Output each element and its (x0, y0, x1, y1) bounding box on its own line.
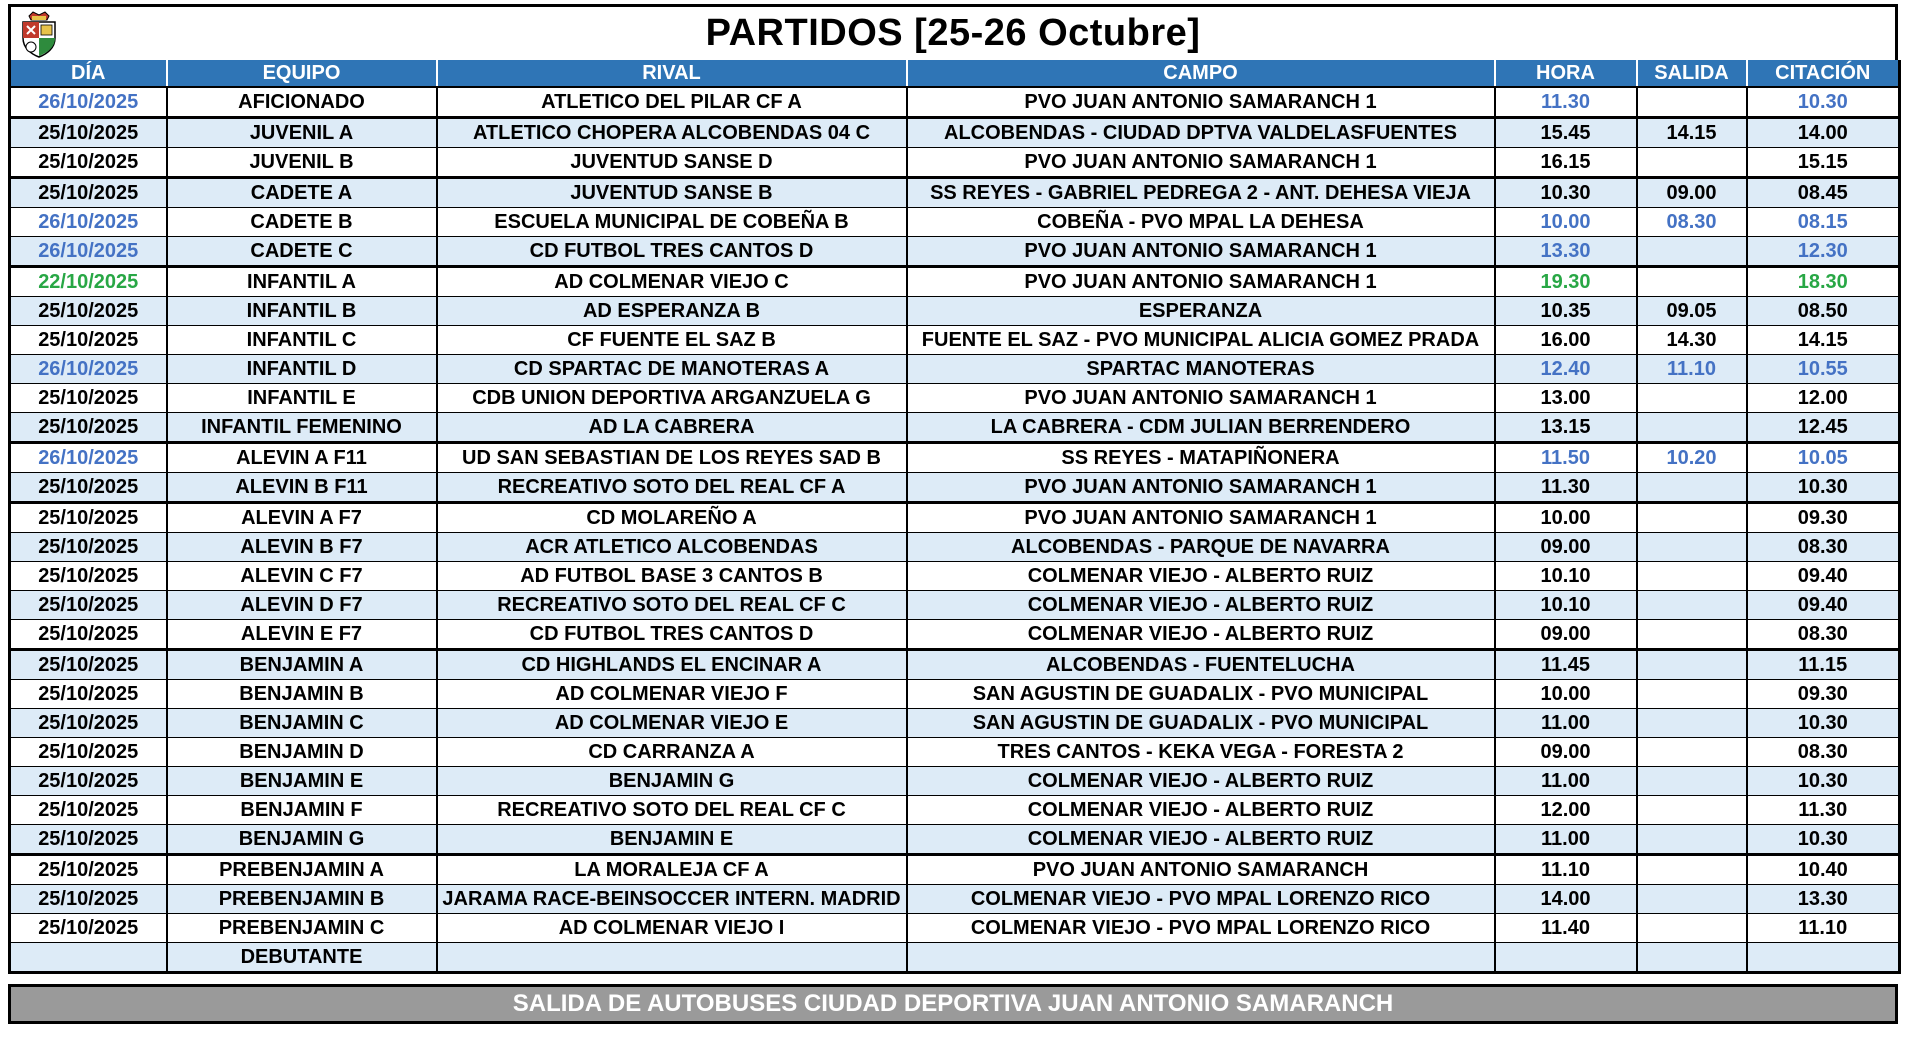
header-citacion: CITACIÓN (1747, 60, 1900, 87)
table-row (10, 709, 1900, 738)
cell-salida (1637, 855, 1747, 885)
cell-rival: AD ESPERANZA B (437, 297, 907, 326)
table-row (10, 767, 1900, 796)
cell-salida (1637, 943, 1747, 973)
cell-salida (1637, 796, 1747, 825)
cell-dia: 25/10/2025 (10, 650, 167, 680)
table-row (10, 680, 1900, 709)
cell-equipo: ALEVIN B F11 (167, 473, 437, 503)
cell-dia: 25/10/2025 (10, 796, 167, 825)
cell-equipo: ALEVIN B F7 (167, 533, 437, 562)
cell-salida: 09.00 (1637, 178, 1747, 208)
cell-dia: 25/10/2025 (10, 533, 167, 562)
cell-hora: 09.00 (1495, 533, 1637, 562)
cell-campo: PVO JUAN ANTONIO SAMARANCH 1 (907, 473, 1495, 503)
cell-salida (1637, 738, 1747, 767)
cell-citacion (1747, 943, 1900, 973)
cell-citacion: 09.30 (1747, 503, 1900, 533)
cell-equipo: BENJAMIN G (167, 825, 437, 855)
cell-rival: JUVENTUD SANSE D (437, 148, 907, 178)
cell-equipo: BENJAMIN E (167, 767, 437, 796)
cell-hora: 11.10 (1495, 855, 1637, 885)
table-row (10, 650, 1900, 680)
table-row (10, 326, 1900, 355)
cell-salida: 08.30 (1637, 208, 1747, 237)
cell-campo: TRES CANTOS - KEKA VEGA - FORESTA 2 (907, 738, 1495, 767)
cell-dia: 26/10/2025 (10, 443, 167, 473)
cell-salida (1637, 591, 1747, 620)
cell-campo: PVO JUAN ANTONIO SAMARANCH 1 (907, 87, 1495, 118)
schedule-sheet (8, 4, 1898, 1024)
cell-citacion: 12.30 (1747, 237, 1900, 267)
table-row (10, 885, 1900, 914)
cell-salida (1637, 767, 1747, 796)
page-title: PARTIDOS [25-26 Octubre] (705, 12, 1201, 54)
cell-campo (907, 943, 1495, 973)
cell-citacion: 12.45 (1747, 413, 1900, 443)
cell-campo: ALCOBENDAS - CIUDAD DPTVA VALDELASFUENTES (907, 118, 1495, 148)
cell-salida (1637, 413, 1747, 443)
cell-hora: 11.40 (1495, 914, 1637, 943)
cell-rival: RECREATIVO SOTO DEL REAL CF A (437, 473, 907, 503)
cell-rival: CD CARRANZA A (437, 738, 907, 767)
cell-hora: 16.00 (1495, 326, 1637, 355)
cell-equipo: JUVENIL A (167, 118, 437, 148)
cell-salida (1637, 709, 1747, 738)
cell-campo: COLMENAR VIEJO - ALBERTO RUIZ (907, 591, 1495, 620)
cell-hora: 10.10 (1495, 562, 1637, 591)
cell-rival: BENJAMIN G (437, 767, 907, 796)
cell-equipo: INFANTIL C (167, 326, 437, 355)
cell-campo: COLMENAR VIEJO - ALBERTO RUIZ (907, 796, 1495, 825)
cell-dia: 25/10/2025 (10, 709, 167, 738)
cell-hora: 13.15 (1495, 413, 1637, 443)
cell-rival: RECREATIVO SOTO DEL REAL CF C (437, 796, 907, 825)
cell-salida (1637, 473, 1747, 503)
cell-equipo: INFANTIL D (167, 355, 437, 384)
cell-rival: CD FUTBOL TRES CANTOS D (437, 237, 907, 267)
cell-citacion: 09.30 (1747, 680, 1900, 709)
cell-dia: 25/10/2025 (10, 825, 167, 855)
cell-salida: 14.15 (1637, 118, 1747, 148)
cell-equipo: BENJAMIN A (167, 650, 437, 680)
cell-salida (1637, 237, 1747, 267)
cell-citacion: 10.30 (1747, 825, 1900, 855)
cell-salida (1637, 620, 1747, 650)
cell-dia: 26/10/2025 (10, 87, 167, 118)
table-row (10, 914, 1900, 943)
cell-campo: ALCOBENDAS - FUENTELUCHA (907, 650, 1495, 680)
cell-campo: SS REYES - MATAPIÑONERA (907, 443, 1495, 473)
cell-hora: 11.00 (1495, 709, 1637, 738)
cell-citacion: 08.15 (1747, 208, 1900, 237)
cell-campo: COLMENAR VIEJO - ALBERTO RUIZ (907, 825, 1495, 855)
cell-citacion: 09.40 (1747, 591, 1900, 620)
cell-equipo: CADETE B (167, 208, 437, 237)
cell-citacion: 10.05 (1747, 443, 1900, 473)
cell-citacion: 15.15 (1747, 148, 1900, 178)
cell-campo: FUENTE EL SAZ - PVO MUNICIPAL ALICIA GOMEZ PRADA (907, 326, 1495, 355)
cell-citacion: 09.40 (1747, 562, 1900, 591)
cell-hora: 14.00 (1495, 885, 1637, 914)
cell-campo: PVO JUAN ANTONIO SAMARANCH 1 (907, 237, 1495, 267)
cell-equipo: ALEVIN C F7 (167, 562, 437, 591)
cell-dia: 25/10/2025 (10, 297, 167, 326)
cell-equipo: AFICIONADO (167, 87, 437, 118)
header-equipo: EQUIPO (167, 60, 437, 87)
cell-salida (1637, 680, 1747, 709)
cell-hora: 10.00 (1495, 208, 1637, 237)
cell-citacion: 10.30 (1747, 709, 1900, 738)
cell-rival: ATLETICO CHOPERA ALCOBENDAS 04 C (437, 118, 907, 148)
table-row (10, 855, 1900, 885)
table-row (10, 443, 1900, 473)
cell-salida: 11.10 (1637, 355, 1747, 384)
table-row (10, 413, 1900, 443)
cell-equipo: INFANTIL E (167, 384, 437, 413)
table-row (10, 178, 1900, 208)
cell-dia: 26/10/2025 (10, 237, 167, 267)
cell-dia: 25/10/2025 (10, 562, 167, 591)
cell-citacion: 08.50 (1747, 297, 1900, 326)
cell-campo: COLMENAR VIEJO - PVO MPAL LORENZO RICO (907, 914, 1495, 943)
cell-hora: 10.00 (1495, 680, 1637, 709)
cell-campo: ALCOBENDAS - PARQUE DE NAVARRA (907, 533, 1495, 562)
cell-rival (437, 943, 907, 973)
cell-citacion: 11.30 (1747, 796, 1900, 825)
cell-campo: SAN AGUSTIN DE GUADALIX - PVO MUNICIPAL (907, 680, 1495, 709)
cell-salida: 14.30 (1637, 326, 1747, 355)
cell-salida (1637, 914, 1747, 943)
cell-salida: 10.20 (1637, 443, 1747, 473)
cell-rival: UD SAN SEBASTIAN DE LOS REYES SAD B (437, 443, 907, 473)
cell-salida (1637, 503, 1747, 533)
cell-campo: COLMENAR VIEJO - ALBERTO RUIZ (907, 562, 1495, 591)
cell-rival: AD LA CABRERA (437, 413, 907, 443)
cell-equipo: ALEVIN A F7 (167, 503, 437, 533)
table-header-row (10, 60, 1900, 87)
cell-hora: 11.45 (1495, 650, 1637, 680)
cell-dia: 25/10/2025 (10, 914, 167, 943)
table-row (10, 943, 1900, 973)
bus-departure-banner: SALIDA DE AUTOBUSES CIUDAD DEPORTIVA JUAN ANTONIO SAMARANCH (8, 984, 1898, 1024)
cell-rival: JUVENTUD SANSE B (437, 178, 907, 208)
cell-hora: 13.30 (1495, 237, 1637, 267)
table-row (10, 237, 1900, 267)
cell-equipo: CADETE A (167, 178, 437, 208)
table-row (10, 620, 1900, 650)
cell-rival: CD FUTBOL TRES CANTOS D (437, 620, 907, 650)
table-row (10, 562, 1900, 591)
cell-equipo: BENJAMIN D (167, 738, 437, 767)
cell-equipo: INFANTIL FEMENINO (167, 413, 437, 443)
cell-salida (1637, 825, 1747, 855)
cell-dia: 25/10/2025 (10, 855, 167, 885)
cell-campo: COBEÑA - PVO MPAL LA DEHESA (907, 208, 1495, 237)
table-row (10, 825, 1900, 855)
cell-salida (1637, 562, 1747, 591)
cell-equipo: INFANTIL A (167, 267, 437, 297)
cell-hora: 11.00 (1495, 825, 1637, 855)
cell-citacion: 12.00 (1747, 384, 1900, 413)
cell-citacion: 10.55 (1747, 355, 1900, 384)
cell-rival: AD COLMENAR VIEJO E (437, 709, 907, 738)
cell-campo: COLMENAR VIEJO - PVO MPAL LORENZO RICO (907, 885, 1495, 914)
table-row (10, 267, 1900, 297)
cell-rival: ESCUELA MUNICIPAL DE COBEÑA B (437, 208, 907, 237)
cell-rival: AD COLMENAR VIEJO I (437, 914, 907, 943)
cell-salida (1637, 650, 1747, 680)
cell-hora: 10.35 (1495, 297, 1637, 326)
cell-hora: 10.00 (1495, 503, 1637, 533)
cell-rival: ATLETICO DEL PILAR CF A (437, 87, 907, 118)
cell-dia: 25/10/2025 (10, 118, 167, 148)
cell-dia: 25/10/2025 (10, 620, 167, 650)
cell-rival: ACR ATLETICO ALCOBENDAS (437, 533, 907, 562)
header-rival: RIVAL (437, 60, 907, 87)
header-campo: CAMPO (907, 60, 1495, 87)
cell-salida (1637, 885, 1747, 914)
cell-equipo: DEBUTANTE (167, 943, 437, 973)
cell-citacion: 10.30 (1747, 473, 1900, 503)
cell-salida (1637, 533, 1747, 562)
table-row (10, 738, 1900, 767)
cell-dia: 25/10/2025 (10, 885, 167, 914)
cell-citacion: 13.30 (1747, 885, 1900, 914)
cell-campo: SAN AGUSTIN DE GUADALIX - PVO MUNICIPAL (907, 709, 1495, 738)
title-bar (8, 4, 1898, 60)
cell-hora: 16.15 (1495, 148, 1637, 178)
table-row (10, 591, 1900, 620)
cell-dia: 25/10/2025 (10, 503, 167, 533)
table-row (10, 533, 1900, 562)
cell-campo: PVO JUAN ANTONIO SAMARANCH 1 (907, 503, 1495, 533)
cell-dia: 26/10/2025 (10, 208, 167, 237)
table-row (10, 87, 1900, 118)
cell-rival: AD COLMENAR VIEJO F (437, 680, 907, 709)
cell-hora: 10.10 (1495, 591, 1637, 620)
cell-equipo: CADETE C (167, 237, 437, 267)
cell-campo: PVO JUAN ANTONIO SAMARANCH 1 (907, 148, 1495, 178)
cell-campo: COLMENAR VIEJO - ALBERTO RUIZ (907, 620, 1495, 650)
cell-hora: 09.00 (1495, 620, 1637, 650)
table-row (10, 796, 1900, 825)
cell-equipo: BENJAMIN C (167, 709, 437, 738)
cell-dia (10, 943, 167, 973)
cell-citacion: 10.30 (1747, 87, 1900, 118)
cell-hora: 10.30 (1495, 178, 1637, 208)
cell-equipo: ALEVIN D F7 (167, 591, 437, 620)
cell-salida (1637, 148, 1747, 178)
cell-citacion: 08.30 (1747, 738, 1900, 767)
cell-equipo: INFANTIL B (167, 297, 437, 326)
cell-equipo: JUVENIL B (167, 148, 437, 178)
cell-citacion: 08.30 (1747, 620, 1900, 650)
cell-citacion: 08.45 (1747, 178, 1900, 208)
table-row (10, 473, 1900, 503)
cell-rival: CD MOLAREÑO A (437, 503, 907, 533)
cell-hora: 12.00 (1495, 796, 1637, 825)
cell-hora: 11.00 (1495, 767, 1637, 796)
cell-dia: 22/10/2025 (10, 267, 167, 297)
cell-citacion: 08.30 (1747, 533, 1900, 562)
cell-dia: 25/10/2025 (10, 384, 167, 413)
cell-hora (1495, 943, 1637, 973)
cell-equipo: BENJAMIN B (167, 680, 437, 709)
cell-salida: 09.05 (1637, 297, 1747, 326)
cell-rival: CF FUENTE EL SAZ B (437, 326, 907, 355)
cell-dia: 25/10/2025 (10, 767, 167, 796)
cell-dia: 25/10/2025 (10, 413, 167, 443)
cell-equipo: PREBENJAMIN C (167, 914, 437, 943)
cell-citacion: 11.15 (1747, 650, 1900, 680)
cell-dia: 25/10/2025 (10, 148, 167, 178)
cell-citacion: 14.15 (1747, 326, 1900, 355)
cell-rival: CD SPARTAC DE MANOTERAS A (437, 355, 907, 384)
table-row (10, 384, 1900, 413)
header-salida: SALIDA (1637, 60, 1747, 87)
table-row (10, 503, 1900, 533)
cell-salida (1637, 267, 1747, 297)
cell-equipo: BENJAMIN F (167, 796, 437, 825)
cell-dia: 25/10/2025 (10, 326, 167, 355)
cell-rival: RECREATIVO SOTO DEL REAL CF C (437, 591, 907, 620)
cell-hora: 12.40 (1495, 355, 1637, 384)
table-row (10, 118, 1900, 148)
cell-rival: AD COLMENAR VIEJO C (437, 267, 907, 297)
cell-campo: SPARTAC MANOTERAS (907, 355, 1495, 384)
cell-dia: 25/10/2025 (10, 473, 167, 503)
cell-hora: 19.30 (1495, 267, 1637, 297)
table-row (10, 355, 1900, 384)
cell-rival: BENJAMIN E (437, 825, 907, 855)
cell-salida (1637, 87, 1747, 118)
cell-dia: 26/10/2025 (10, 355, 167, 384)
header-dia: DÍA (10, 60, 167, 87)
cell-rival: AD FUTBOL BASE 3 CANTOS B (437, 562, 907, 591)
cell-campo: COLMENAR VIEJO - ALBERTO RUIZ (907, 767, 1495, 796)
matches-table (8, 60, 1901, 974)
cell-rival: CDB UNION DEPORTIVA ARGANZUELA G (437, 384, 907, 413)
club-crest-icon (19, 10, 59, 58)
cell-campo: PVO JUAN ANTONIO SAMARANCH (907, 855, 1495, 885)
cell-hora: 11.50 (1495, 443, 1637, 473)
cell-citacion: 10.40 (1747, 855, 1900, 885)
cell-rival: CD HIGHLANDS EL ENCINAR A (437, 650, 907, 680)
cell-hora: 15.45 (1495, 118, 1637, 148)
cell-dia: 25/10/2025 (10, 738, 167, 767)
cell-dia: 25/10/2025 (10, 178, 167, 208)
table-row (10, 208, 1900, 237)
cell-campo: PVO JUAN ANTONIO SAMARANCH 1 (907, 384, 1495, 413)
table-row (10, 148, 1900, 178)
cell-hora: 11.30 (1495, 473, 1637, 503)
cell-rival: LA MORALEJA CF A (437, 855, 907, 885)
cell-campo: LA CABRERA - CDM JULIAN BERRENDERO (907, 413, 1495, 443)
cell-campo: ESPERANZA (907, 297, 1495, 326)
cell-hora: 11.30 (1495, 87, 1637, 118)
cell-salida (1637, 384, 1747, 413)
cell-campo: PVO JUAN ANTONIO SAMARANCH 1 (907, 267, 1495, 297)
cell-hora: 09.00 (1495, 738, 1637, 767)
table-body (10, 87, 1900, 973)
cell-citacion: 10.30 (1747, 767, 1900, 796)
cell-hora: 13.00 (1495, 384, 1637, 413)
cell-citacion: 18.30 (1747, 267, 1900, 297)
header-hora: HORA (1495, 60, 1637, 87)
cell-equipo: ALEVIN A F11 (167, 443, 437, 473)
cell-equipo: PREBENJAMIN B (167, 885, 437, 914)
cell-equipo: PREBENJAMIN A (167, 855, 437, 885)
cell-dia: 25/10/2025 (10, 680, 167, 709)
cell-equipo: ALEVIN E F7 (167, 620, 437, 650)
cell-campo: SS REYES - GABRIEL PEDREGA 2 - ANT. DEHESA VIEJA (907, 178, 1495, 208)
cell-dia: 25/10/2025 (10, 591, 167, 620)
cell-rival: JARAMA RACE-BEINSOCCER INTERN. MADRID (437, 885, 907, 914)
cell-citacion: 11.10 (1747, 914, 1900, 943)
table-row (10, 297, 1900, 326)
cell-citacion: 14.00 (1747, 118, 1900, 148)
